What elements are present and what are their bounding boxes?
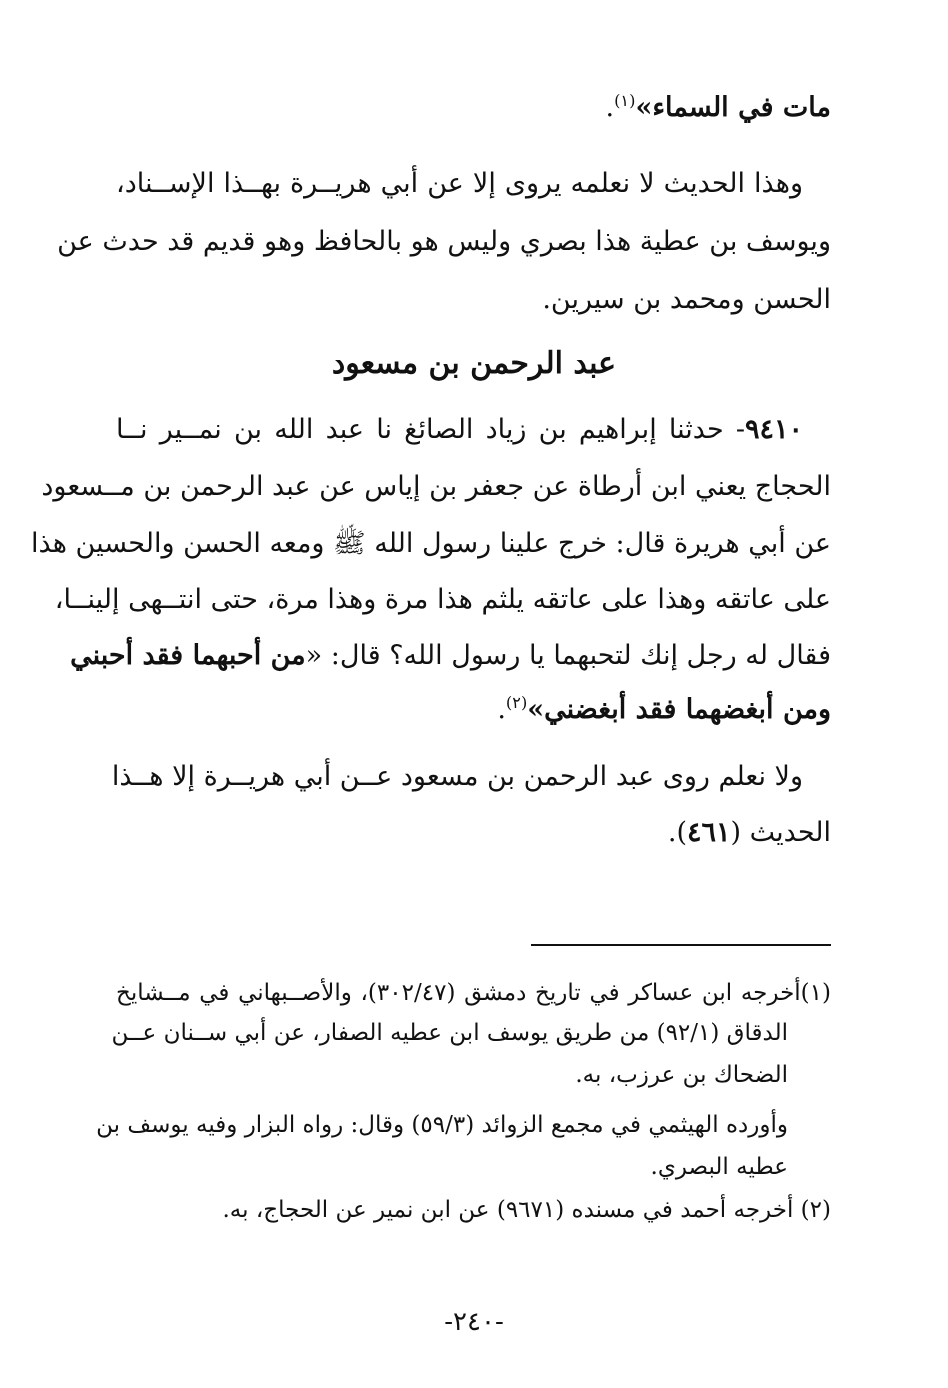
footnote-line: (١)أخرجه ابن عساكر في تاريخ دمشق (٣٠٢/٤٧)، والأصــبهاني في مــشايخ: [116, 980, 831, 1006]
paragraph-line: ويوسف بن عطية هذا بصري وليس هو بالحافظ وهو قديم قد حدث عن: [57, 226, 831, 257]
paragraph-line: [116, 690, 831, 730]
footnote-line: عطيه البصري.: [650, 1154, 788, 1180]
paragraph-line: [116, 410, 803, 450]
hadith-text-bold: مات في السماء»: [635, 92, 831, 123]
paragraph-line: وهذا الحديث لا نعلمه يروى إلا عن أبي هريــرة بهــذا الإســناد،: [116, 168, 803, 199]
paragraph-line: عن أبي هريرة قال: خرج علينا رسول الله ﷺ ومعه الحسن والحسين هذا: [31, 528, 831, 559]
paragraph-line: على عاتقه وهذا على عاتقه يلثم هذا مرة وهذا مرة، حتى انتــهى إلينــا،: [54, 584, 831, 615]
footnote-line: الدقاق (٩٢/١) من طريق يوسف ابن عطيه الصفار، عن أبي ســنان عــن: [111, 1020, 788, 1046]
period: .: [605, 92, 615, 123]
paragraph-text: الحديث (: [730, 817, 831, 848]
page-number: -٢٤٠-: [444, 1307, 504, 1337]
period: .: [497, 694, 506, 725]
hadith-text: - حدثنا إبراهيم بن زياد الصائغ نا عبد الله بن نمــير نــا: [116, 414, 745, 445]
footnote-line: (٢) أخرجه أحمد في مسنده (٩٦٧١) عن ابن نمير عن الحجاج، به.: [222, 1197, 831, 1223]
hadith-text-bold: ومن أبغضهما فقد أبغضني»: [527, 694, 831, 725]
paragraph-line: الحسن ومحمد بن سيرين.: [542, 284, 831, 315]
hadith-count: ٤٦١: [687, 817, 731, 848]
paragraph-line: [116, 88, 831, 128]
paragraph-line: الحجاج يعني ابن أرطاة عن جعفر بن إياس عن عبد الرحمن بن مــسعود: [41, 471, 831, 502]
footnote-separator: [531, 944, 831, 946]
paragraph-line: ولا نعلم روى عبد الرحمن بن مسعود عــن أبي هريــرة إلا هــذا: [111, 761, 803, 792]
section-heading: عبد الرحمن بن مسعود: [331, 346, 617, 381]
footnote-ref: (٢): [505, 693, 528, 712]
paragraph-line: [70, 636, 831, 676]
paragraph-line: [116, 813, 831, 853]
hadith-number: ٩٤١٠: [744, 414, 803, 445]
footnote-line: الضحاك بن عرزب، به.: [575, 1062, 788, 1088]
hadith-text: فقال له رجل إنك لتحبهما يا رسول الله؟ قال: «: [305, 640, 831, 671]
footnote-ref: (١): [614, 91, 636, 110]
hadith-text-bold: من أحبهما فقد أحبني: [70, 640, 306, 671]
paragraph-text: ).: [667, 817, 687, 848]
footnote-line: وأورده الهيثمي في مجمع الزوائد (٥٩/٣) وقال: رواه البزار وفيه يوسف بن: [96, 1112, 788, 1138]
